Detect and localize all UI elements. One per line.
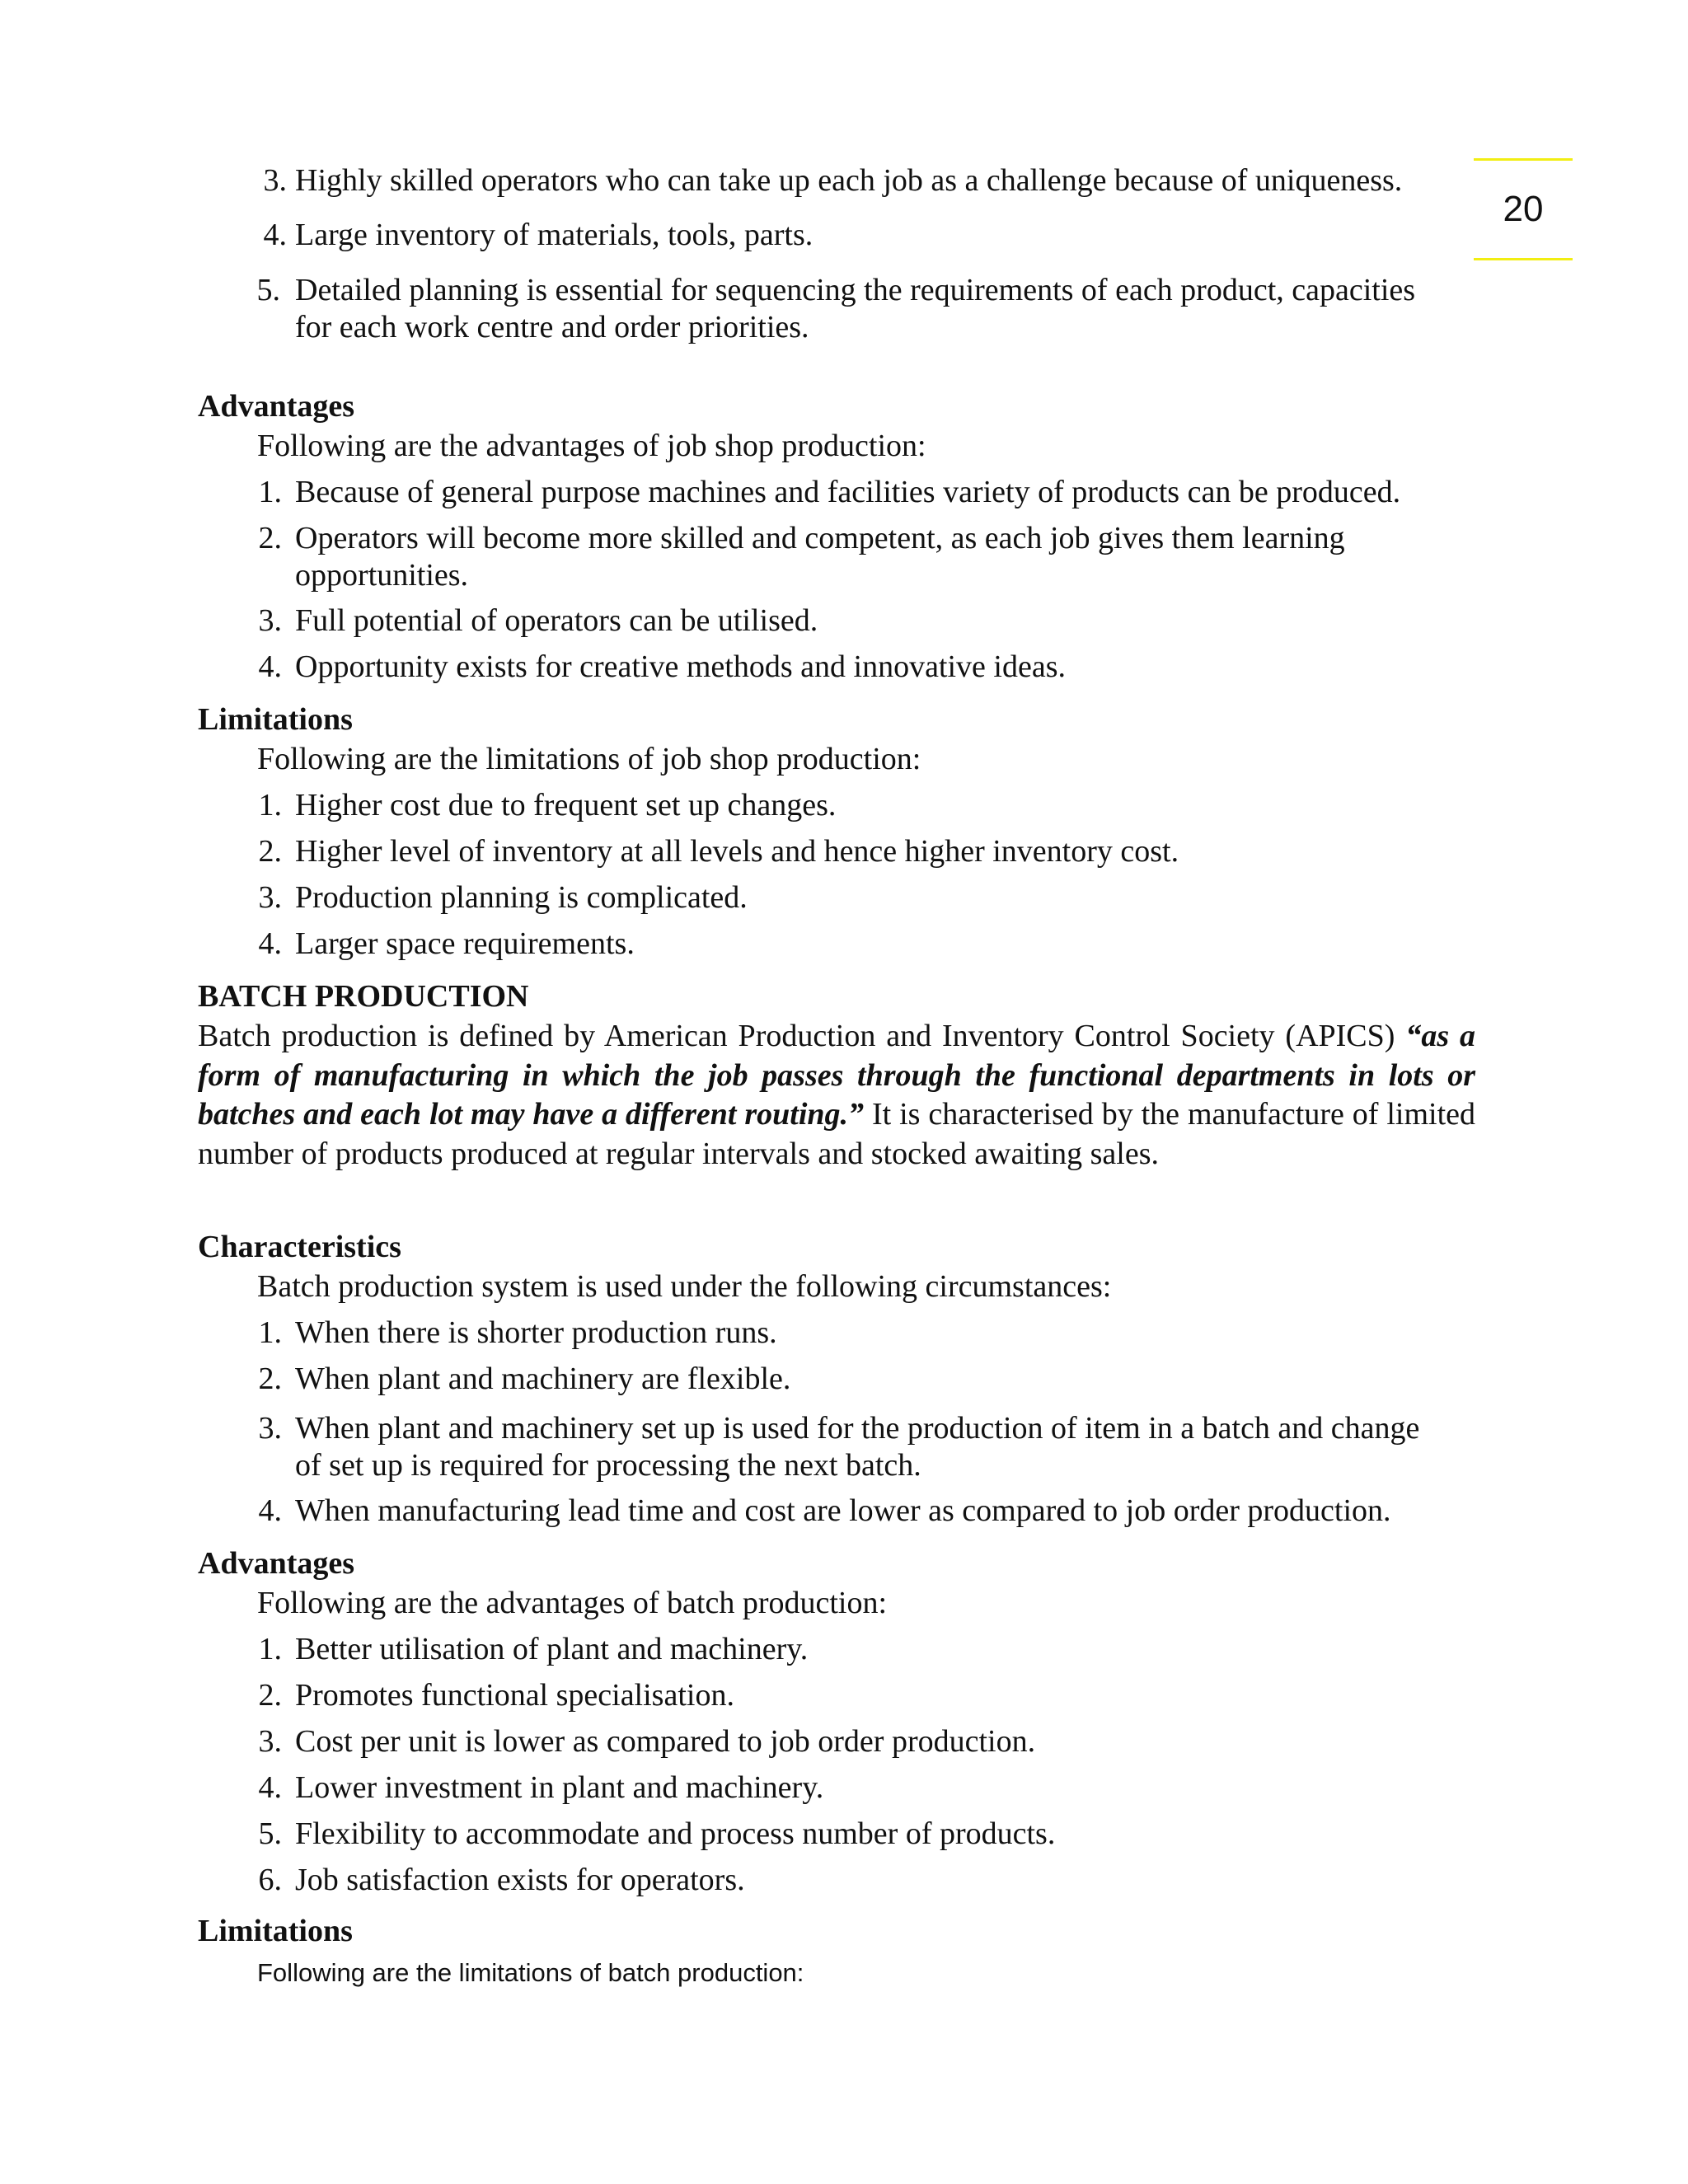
- section-intro: Following are the limitations of batch production:: [257, 1958, 804, 1987]
- list-number: 1.: [258, 1315, 282, 1350]
- list-number: 5.: [256, 273, 280, 307]
- list-item: Job satisfaction exists for operators.: [295, 1863, 745, 1897]
- section-heading-advantages: Advantages: [198, 1546, 355, 1581]
- list-number: 4.: [263, 218, 287, 252]
- section-heading-limitations: Limitations: [198, 702, 353, 737]
- list-item: When there is shorter production runs.: [295, 1315, 777, 1350]
- list-number: 3.: [258, 603, 282, 638]
- section-heading-limitations: Limitations: [198, 1914, 353, 1948]
- list-number: 4.: [258, 926, 282, 961]
- list-item: Flexibility to accommodate and process number of products.: [295, 1816, 1056, 1851]
- list-number: 1.: [258, 1632, 282, 1666]
- list-item: Higher level of inventory at all levels and hence higher inventory cost.: [295, 834, 1179, 869]
- list-item: Full potential of operators can be utilised.: [295, 603, 818, 638]
- list-item: Because of general purpose machines and facilities variety of products can be produced.: [295, 475, 1401, 509]
- list-item: Operators will become more skilled and competent, as each job gives them learning: [295, 521, 1345, 555]
- list-item: When plant and machinery set up is used for the production of item in a batch and change: [295, 1411, 1420, 1446]
- section-heading-batch-production: BATCH PRODUCTION: [198, 979, 529, 1014]
- list-item: Higher cost due to frequent set up changes.: [295, 788, 837, 823]
- list-number: 3.: [258, 880, 282, 915]
- batch-definition-paragraph: [198, 1017, 1475, 1174]
- section-intro: Batch production system is used under the following circumstances:: [257, 1269, 1112, 1304]
- list-item: When manufacturing lead time and cost are lower as compared to job order production.: [295, 1493, 1391, 1528]
- list-item-continuation: for each work centre and order priorities.: [295, 310, 809, 344]
- section-heading-advantages: Advantages: [198, 389, 355, 424]
- list-number: 3.: [258, 1724, 282, 1759]
- apics-definition-quote: “as a form of manufacturing in which the job passes through the functional departments in lots or batches and each lot may have a different routing.”: [198, 1019, 1475, 1132]
- list-item: Detailed planning is essential for sequencing the requirements of each product, capacities: [295, 273, 1416, 307]
- list-item: Lower investment in plant and machinery.: [295, 1770, 824, 1805]
- list-number: 2.: [258, 1361, 282, 1396]
- list-number: 2.: [258, 521, 282, 555]
- list-number: 1.: [258, 475, 282, 509]
- list-number: 3.: [258, 1411, 282, 1446]
- list-item: Larger space requirements.: [295, 926, 635, 961]
- list-number: 2.: [258, 834, 282, 869]
- list-number: 4.: [258, 649, 282, 684]
- list-number: 6.: [258, 1863, 282, 1897]
- page-number: 20: [1474, 158, 1573, 260]
- list-item: When plant and machinery are flexible.: [295, 1361, 791, 1396]
- section-intro: Following are the limitations of job shop production:: [257, 742, 921, 776]
- list-item-continuation: opportunities.: [295, 558, 469, 593]
- list-number: 2.: [258, 1678, 282, 1713]
- list-number: 5.: [258, 1816, 282, 1851]
- list-number: 4.: [258, 1493, 282, 1528]
- list-number: 1.: [258, 788, 282, 823]
- list-number: 3.: [263, 163, 287, 198]
- list-item: Cost per unit is lower as compared to job order production.: [295, 1724, 1036, 1759]
- list-item: Production planning is complicated.: [295, 880, 748, 915]
- definition-text: It is characterised by the manufacture of limited number of products produced at regular intervals and stocked awaiting sales.: [198, 1097, 1475, 1171]
- list-item: Highly skilled operators who can take up each job as a challenge because of uniqueness.: [295, 163, 1403, 198]
- definition-text: Batch production is defined by American Production and Inventory Control Society (APICS): [198, 1019, 1406, 1053]
- list-item: Better utilisation of plant and machinery.: [295, 1632, 809, 1666]
- section-intro: Following are the advantages of batch production:: [257, 1586, 888, 1620]
- list-item: Large inventory of materials, tools, parts.: [295, 218, 814, 252]
- list-item: Promotes functional specialisation.: [295, 1678, 734, 1713]
- section-intro: Following are the advantages of job shop production:: [257, 429, 926, 463]
- list-item-continuation: of set up is required for processing the next batch.: [295, 1448, 921, 1483]
- list-number: 4.: [258, 1770, 282, 1805]
- section-heading-characteristics: Characteristics: [198, 1230, 401, 1264]
- list-item: Opportunity exists for creative methods and innovative ideas.: [295, 649, 1066, 684]
